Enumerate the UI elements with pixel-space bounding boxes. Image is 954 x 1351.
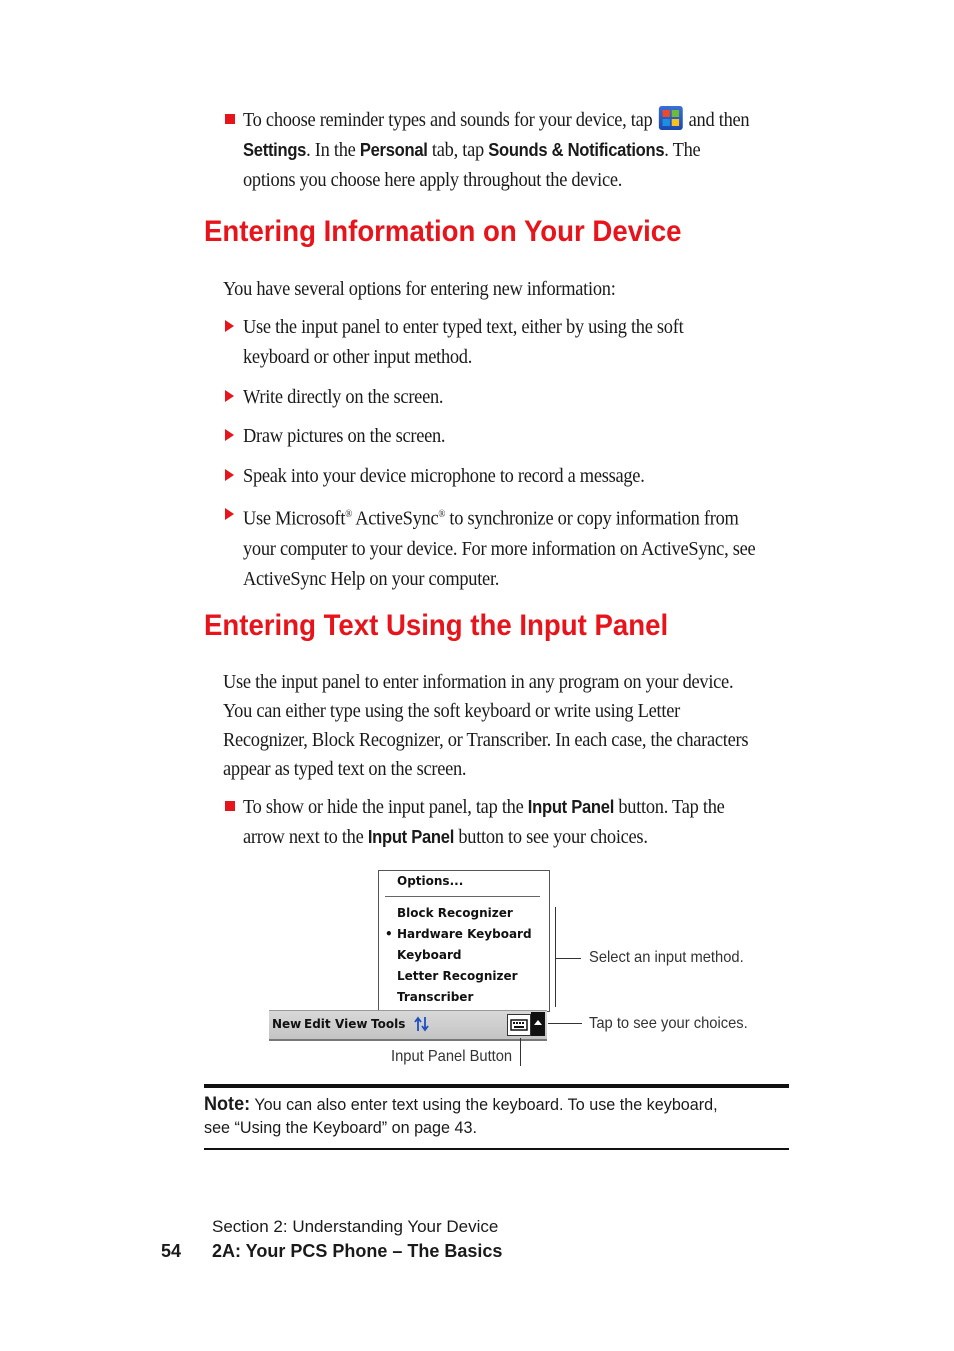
input-panel-bullet <box>243 792 725 852</box>
activesync-text-a: Use Microsoft <box>243 507 346 530</box>
intro-text-4: tab, tap <box>427 139 489 161</box>
note <box>204 1093 774 1139</box>
menu-item-letter-recognizer[interactable]: Letter Recognizer <box>397 969 518 983</box>
callout-select-input-method: Select an input method. <box>589 949 744 966</box>
callout-bracket <box>555 907 556 1007</box>
list-item-activesync <box>243 500 755 594</box>
square-bullet-icon <box>225 114 235 124</box>
menu-item-block-recognizer[interactable]: Block Recognizer <box>397 906 513 920</box>
activesync-line3: ActiveSync Help on your computer. <box>243 567 500 590</box>
registered-mark: ® <box>438 509 446 520</box>
personal-label: Personal <box>359 140 428 160</box>
sync-arrows-icon[interactable] <box>414 1015 430 1033</box>
footer-chapter: 2A: Your PCS Phone – The Basics <box>212 1241 503 1261</box>
input-method-menu <box>378 870 550 1012</box>
activesync-text-b: ActiveSync <box>351 507 439 530</box>
note-label: Note: <box>204 1094 251 1115</box>
menu-bar <box>269 1010 547 1041</box>
paragraph-line: appear as typed text on the screen. <box>223 758 467 780</box>
sounds-notifications-label: Sounds & Notifications <box>488 140 665 160</box>
intro-text-1: To choose reminder types and sounds for your device, tap <box>243 109 657 131</box>
section-heading-input-panel: Entering Text Using the Input Panel <box>204 609 669 642</box>
menubar-edit[interactable]: Edit <box>304 1017 331 1031</box>
input-panel-arrow-button[interactable] <box>531 1012 545 1036</box>
menu-item-options[interactable]: Options... <box>397 874 464 888</box>
settings-label: Settings <box>243 140 307 160</box>
selected-marker: • <box>385 927 393 941</box>
list-item: Speak into your device microphone to record a message. <box>243 465 645 487</box>
triangle-bullet-icon <box>225 429 234 441</box>
keyboard-icon <box>509 1016 529 1034</box>
triangle-bullet-icon <box>225 390 234 402</box>
menubar-tools[interactable]: Tools <box>371 1017 406 1031</box>
list-item: Draw pictures on the screen. <box>243 425 446 447</box>
triangle-bullet-icon <box>225 469 234 481</box>
paragraph-line: Use the input panel to enter information in any program on your device. <box>223 671 734 693</box>
triangle-bullet-icon <box>225 508 234 520</box>
menubar-new[interactable]: New <box>272 1017 302 1031</box>
paragraph-line: Recognizer, Block Recognizer, or Transcriber. In each case, the characters <box>223 729 749 751</box>
menu-divider <box>385 896 540 897</box>
triangle-bullet-icon <box>225 320 234 332</box>
input-panel-label: Input Panel <box>527 797 615 817</box>
note-top-rule <box>204 1084 789 1088</box>
intro-text-5: . The <box>664 139 701 161</box>
bullet-text-4: button to see your choices. <box>454 826 648 848</box>
section2-paragraph <box>223 668 748 784</box>
section1-intro: You have several options for entering new information: <box>223 278 616 300</box>
bullet-text-3: arrow next to the <box>243 826 368 848</box>
activesync-text-c: to synchronize or copy information from <box>445 507 739 530</box>
arrow-up-icon <box>531 1012 545 1036</box>
list-item-line: keyboard or other input method. <box>243 346 473 368</box>
menu-item-hardware-keyboard[interactable]: Hardware Keyboard <box>397 927 532 941</box>
callout-line <box>555 958 581 959</box>
callout-line <box>548 1023 582 1024</box>
menubar-view[interactable]: View <box>335 1017 368 1031</box>
list-item-line: Use the input panel to enter typed text, either by using the soft <box>243 316 684 338</box>
page-number: 54 <box>161 1241 182 1261</box>
callout-input-panel-button: Input Panel Button <box>391 1048 513 1065</box>
note-text: You can also enter text using the keyboard. To use the keyboard, <box>250 1095 718 1114</box>
bullet-text-2: button. Tap the <box>614 796 725 818</box>
intro-text-line3: options you choose here apply throughout the device. <box>243 169 623 191</box>
note-text-line2: see “Using the Keyboard” on page 43. <box>204 1118 477 1137</box>
list-item <box>243 312 683 372</box>
note-bottom-rule <box>204 1148 789 1150</box>
intro-bullet-text <box>243 105 795 195</box>
activesync-line2: your computer to your device. For more information on ActiveSync, see <box>243 537 756 560</box>
callout-tap-choices: Tap to see your choices. <box>589 1015 748 1032</box>
input-panel-button[interactable] <box>507 1014 531 1036</box>
menu-item-keyboard[interactable]: Keyboard <box>397 948 462 962</box>
input-panel-label: Input Panel <box>367 827 455 847</box>
windows-start-icon[interactable] <box>659 106 683 130</box>
bullet-text-1: To show or hide the input panel, tap the <box>243 796 528 818</box>
list-item: Write directly on the screen. <box>243 386 444 408</box>
callout-line <box>520 1038 521 1066</box>
paragraph-line: You can either type using the soft keyboard or write using Letter <box>223 700 680 722</box>
intro-text-2: and then <box>684 109 750 131</box>
section-heading-entering-information: Entering Information on Your Device <box>204 215 682 248</box>
menu-item-transcriber[interactable]: Transcriber <box>397 990 474 1004</box>
registered-mark: ® <box>345 509 352 520</box>
footer-section: Section 2: Understanding Your Device <box>212 1217 499 1236</box>
square-bullet-icon <box>225 801 235 811</box>
intro-text-3: . In the <box>306 139 360 161</box>
